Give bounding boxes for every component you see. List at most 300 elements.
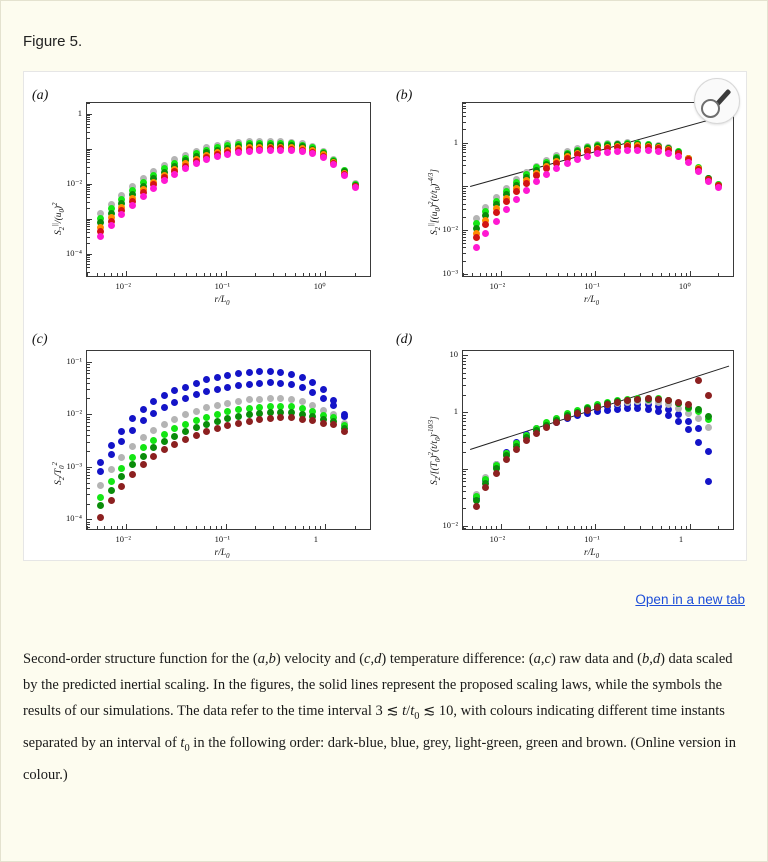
data-point — [108, 497, 115, 504]
data-point — [182, 165, 189, 172]
x-tick — [480, 273, 481, 276]
x-tick — [472, 273, 473, 276]
x-tick — [126, 271, 127, 276]
data-point — [705, 478, 712, 485]
y-tick — [87, 222, 90, 223]
data-point — [97, 233, 104, 240]
data-point — [203, 388, 210, 395]
y-tick — [87, 370, 90, 371]
x-tick — [669, 273, 670, 276]
x-tick — [104, 526, 105, 529]
data-point — [246, 418, 253, 425]
y-tick — [463, 116, 466, 117]
data-point — [129, 454, 136, 461]
data-point — [277, 395, 284, 402]
y-tick — [463, 103, 466, 104]
data-point — [493, 470, 500, 477]
data-point — [299, 148, 306, 155]
data-point — [118, 428, 125, 435]
x-tick — [87, 273, 88, 276]
data-point — [161, 392, 168, 399]
data-point — [695, 415, 702, 422]
y-tick — [87, 426, 90, 427]
y-tick — [463, 355, 468, 356]
y-tick — [87, 138, 90, 139]
y-tick — [463, 122, 466, 123]
y-tick — [87, 173, 90, 174]
x-tick — [196, 273, 197, 276]
panel-tag-a: (a) — [32, 88, 49, 103]
data-point — [193, 391, 200, 398]
y-tick — [87, 442, 90, 443]
data-point — [118, 211, 125, 218]
data-point — [685, 418, 692, 425]
y-tick — [463, 253, 466, 254]
y-tick-label: 10⁻⁴ — [66, 247, 82, 258]
x-tick — [285, 273, 286, 276]
x-tick — [574, 273, 575, 276]
data-point — [150, 185, 157, 192]
x-tick-label: 10⁰ — [678, 281, 691, 291]
x-tick-label: 10⁻² — [115, 281, 131, 291]
y-tick — [87, 150, 90, 151]
data-point — [97, 459, 104, 466]
y-tick — [463, 149, 466, 150]
x-tick — [558, 526, 559, 529]
x-tick — [675, 273, 676, 276]
data-point — [256, 396, 263, 403]
y-tick-label: 10⁻⁴ — [66, 513, 82, 524]
y-tick-label: 10⁻² — [442, 519, 458, 530]
data-point — [309, 150, 316, 157]
y-tick — [463, 491, 466, 492]
data-point — [594, 150, 601, 157]
x-tick — [186, 526, 187, 529]
data-point — [246, 381, 253, 388]
x-tick — [652, 526, 653, 529]
data-point — [513, 196, 520, 203]
y-tick — [87, 159, 90, 160]
data-point — [341, 428, 348, 435]
y-tick — [463, 528, 466, 529]
figure-caption: Second-order structure function for the (a,b) velocity and (c,d) temperature difference: (a,c) raw data and (b,d) data scaled by the predicted inertial scaling. In the figures, the solid lines represent the proposed scaling laws, while the symbols the results of our simulations. The data refer to the time interval 3 ≲ $t/t_0$ ≲ 10, with colours indicating different time instants separated by an interval of $t_0$ in the following order: dark-blue, blue, grey, light-green, green and brown. (Online version in colour.) — [23, 651, 736, 783]
data-point — [277, 414, 284, 421]
y-tick — [87, 522, 90, 523]
data-point — [523, 180, 530, 187]
data-point — [584, 153, 591, 160]
data-point — [182, 428, 189, 435]
data-point — [140, 461, 147, 468]
open-in-new-tab-link[interactable]: Open in a new tab — [635, 592, 745, 607]
data-point — [118, 438, 125, 445]
y-tick — [463, 173, 466, 174]
data-point — [193, 424, 200, 431]
y-tick — [87, 364, 90, 365]
x-axis-label-a: $r/L_0$ — [214, 295, 230, 307]
data-point — [277, 369, 284, 376]
y-tick-label: 10⁻² — [66, 177, 82, 188]
data-point — [256, 368, 263, 375]
x-tick — [210, 526, 211, 529]
data-point — [224, 151, 231, 158]
data-point — [267, 379, 274, 386]
data-point — [140, 406, 147, 413]
data-point — [161, 431, 168, 438]
x-tick — [718, 526, 719, 529]
data-point — [182, 384, 189, 391]
data-point — [705, 424, 712, 431]
x-tick — [126, 524, 127, 529]
data-point — [564, 414, 571, 421]
y-tick — [463, 395, 466, 396]
data-point — [604, 149, 611, 156]
data-point — [482, 230, 489, 237]
y-tick — [87, 261, 90, 262]
data-point — [214, 153, 221, 160]
x-tick — [295, 526, 296, 529]
data-point — [171, 416, 178, 423]
data-point — [299, 374, 306, 381]
data-point — [161, 177, 168, 184]
data-point — [705, 392, 712, 399]
plot-axes-d — [462, 350, 734, 530]
data-point — [224, 384, 231, 391]
x-tick — [581, 273, 582, 276]
data-point — [624, 147, 631, 154]
y-tick — [463, 481, 466, 482]
data-point — [655, 148, 662, 155]
y-tick — [463, 498, 466, 499]
y-tick — [87, 267, 90, 268]
y-tick — [87, 467, 92, 468]
data-point — [513, 446, 520, 453]
data-point — [574, 410, 581, 417]
data-point — [129, 443, 136, 450]
data-point — [533, 178, 540, 185]
x-tick-label: 1 — [313, 534, 318, 544]
data-point — [267, 395, 274, 402]
y-tick-label: 10⁻² — [442, 224, 458, 234]
x-tick — [174, 526, 175, 529]
x-tick — [624, 526, 625, 529]
data-point — [140, 434, 147, 441]
y-tick — [87, 119, 90, 120]
x-tick — [216, 273, 217, 276]
y-tick — [463, 147, 466, 148]
y-tick — [87, 229, 90, 230]
x-tick — [480, 526, 481, 529]
data-point — [182, 436, 189, 443]
data-point — [140, 444, 147, 451]
data-point — [655, 396, 662, 403]
y-tick — [463, 234, 466, 235]
data-point — [299, 398, 306, 405]
y-tick — [87, 162, 90, 163]
x-tick — [285, 526, 286, 529]
x-tick — [690, 271, 691, 276]
plot-axes-a — [86, 102, 371, 277]
data-point — [140, 193, 147, 200]
y-tick — [87, 272, 90, 273]
y-tick — [87, 483, 90, 484]
y-tick — [87, 414, 92, 415]
data-point — [695, 377, 702, 384]
data-point — [665, 397, 672, 404]
x-tick — [320, 273, 321, 276]
y-tick — [463, 230, 468, 231]
y-tick — [87, 367, 90, 368]
x-tick — [690, 524, 691, 529]
y-tick — [87, 430, 90, 431]
data-point — [97, 482, 104, 489]
x-tick — [156, 273, 157, 276]
x-tick — [221, 273, 222, 276]
x-tick — [174, 273, 175, 276]
x-tick-label: 10⁻¹ — [584, 281, 600, 291]
data-point — [309, 389, 316, 396]
x-axis-label-c: $r/L_0$ — [214, 548, 230, 560]
data-point — [288, 381, 295, 388]
magnify-glass — [701, 99, 720, 118]
data-point — [108, 442, 115, 449]
magnify-icon[interactable] — [694, 78, 740, 124]
y-tick — [463, 232, 466, 233]
data-point — [288, 414, 295, 421]
data-point — [473, 503, 480, 510]
y-tick — [463, 106, 466, 107]
y-tick — [463, 418, 466, 419]
data-point — [330, 161, 337, 168]
x-tick — [273, 526, 274, 529]
y-tick-label: 10⁻³ — [66, 460, 82, 471]
data-point — [256, 147, 263, 154]
y-tick — [87, 469, 90, 470]
y-tick — [87, 389, 90, 390]
x-axis-label-b: $r/L_0$ — [584, 295, 600, 307]
data-point — [288, 371, 295, 378]
data-point — [493, 209, 500, 216]
data-point — [97, 514, 104, 521]
x-tick-label: 10⁻² — [489, 534, 506, 544]
x-tick — [325, 524, 326, 529]
y-tick — [87, 451, 90, 452]
y-tick — [87, 220, 90, 221]
data-point — [277, 380, 284, 387]
data-point — [171, 399, 178, 406]
y-tick-label: 10 — [449, 349, 458, 360]
y-tick — [87, 419, 90, 420]
data-point — [150, 410, 157, 417]
x-tick — [718, 273, 719, 276]
data-point — [203, 421, 210, 428]
data-point — [705, 178, 712, 185]
data-point — [108, 478, 115, 485]
x-tick — [111, 273, 112, 276]
x-tick — [567, 526, 568, 529]
data-point — [675, 153, 682, 160]
y-tick — [463, 209, 466, 210]
y-tick — [87, 243, 90, 244]
data-point — [224, 422, 231, 429]
data-point — [320, 154, 327, 161]
data-point — [482, 221, 489, 228]
y-tick — [87, 187, 90, 188]
y-tick — [87, 117, 90, 118]
data-point — [256, 416, 263, 423]
data-point — [108, 487, 115, 494]
y-tick — [463, 204, 466, 205]
data-point — [288, 147, 295, 154]
x-tick — [97, 273, 98, 276]
x-tick — [216, 526, 217, 529]
x-tick — [661, 526, 662, 529]
data-point — [503, 456, 510, 463]
data-point — [214, 418, 221, 425]
data-point — [97, 494, 104, 501]
y-tick — [463, 186, 468, 187]
y-tick — [463, 160, 466, 161]
x-tick — [303, 273, 304, 276]
x-tick — [681, 526, 682, 529]
y-tick — [87, 184, 92, 185]
x-tick — [196, 526, 197, 529]
data-point — [129, 461, 136, 468]
data-point — [193, 408, 200, 415]
y-tick — [87, 494, 90, 495]
open-in-new-tab-wrap — [1, 591, 745, 609]
y-tick — [87, 154, 90, 155]
data-point — [330, 402, 337, 409]
plot-axes-b — [462, 102, 734, 277]
y-tick-label: 10⁻¹ — [66, 355, 82, 366]
y-tick-label: 10⁻² — [66, 408, 82, 419]
y-tick — [463, 188, 466, 189]
figure-label: Figure 5. — [23, 33, 83, 50]
data-point — [140, 453, 147, 460]
data-point — [108, 451, 115, 458]
data-point — [129, 427, 136, 434]
y-tick — [463, 276, 466, 277]
data-point — [214, 411, 221, 418]
x-tick — [529, 526, 530, 529]
data-point — [171, 425, 178, 432]
data-point — [320, 395, 327, 402]
y-tick — [87, 417, 90, 418]
y-tick — [463, 429, 466, 430]
y-tick — [87, 524, 90, 525]
y-tick — [463, 508, 466, 509]
data-point — [695, 168, 702, 175]
data-point — [685, 159, 692, 166]
data-point — [267, 368, 274, 375]
y-tick — [87, 189, 90, 190]
x-tick — [640, 526, 641, 529]
data-point — [309, 417, 316, 424]
data-point — [171, 441, 178, 448]
data-point — [543, 424, 550, 431]
x-tick — [686, 273, 687, 276]
x-tick — [156, 526, 157, 529]
y-tick — [87, 149, 92, 150]
data-point — [523, 187, 530, 194]
y-tick — [463, 196, 466, 197]
x-tick — [355, 273, 356, 276]
x-tick — [652, 273, 653, 276]
x-tick — [486, 526, 487, 529]
data-point — [193, 160, 200, 167]
data-point — [665, 150, 672, 157]
x-tick — [111, 526, 112, 529]
x-tick — [686, 526, 687, 529]
data-point — [214, 386, 221, 393]
y-tick — [463, 474, 466, 475]
data-point — [140, 417, 147, 424]
y-tick — [87, 226, 90, 227]
y-tick — [463, 237, 466, 238]
y-tick — [463, 112, 466, 113]
y-tick — [463, 145, 466, 146]
y-tick — [87, 103, 90, 104]
plot-axes-c — [86, 350, 371, 530]
y-axis-label-a: $S_2^{||}/(u_0)^2$ — [52, 201, 67, 235]
y-tick — [463, 425, 466, 426]
y-tick — [87, 127, 90, 128]
data-point — [320, 386, 327, 393]
y-tick-label: 1 — [453, 136, 458, 147]
x-tick — [501, 271, 502, 276]
data-point — [118, 454, 125, 461]
data-point — [193, 417, 200, 424]
x-tick — [295, 273, 296, 276]
data-point — [108, 466, 115, 473]
y-tick — [463, 385, 466, 386]
x-tick — [595, 524, 596, 529]
y-tick — [463, 199, 466, 200]
y-tick — [87, 197, 90, 198]
y-tick — [87, 362, 92, 363]
y-tick — [87, 383, 90, 384]
data-point — [246, 148, 253, 155]
y-tick — [463, 261, 466, 262]
y-tick — [87, 208, 90, 209]
data-point — [182, 421, 189, 428]
x-tick — [591, 273, 592, 276]
y-tick — [87, 219, 92, 220]
y-tick — [87, 237, 90, 238]
data-point — [118, 465, 125, 472]
x-tick — [624, 273, 625, 276]
y-axis-label-c: $S_2/T_0^2$ — [52, 462, 67, 485]
y-tick — [463, 469, 468, 470]
data-point — [614, 148, 621, 155]
data-point — [267, 147, 274, 154]
data-point — [675, 418, 682, 425]
y-tick — [463, 165, 466, 166]
x-tick-label: 10⁻¹ — [214, 534, 231, 544]
panel-tag-c: (c) — [32, 332, 48, 347]
data-point — [108, 222, 115, 229]
y-tick — [87, 257, 90, 258]
panel-tag-d: (d) — [396, 332, 413, 347]
x-tick — [122, 273, 123, 276]
x-tick — [681, 273, 682, 276]
data-point — [203, 404, 210, 411]
data-point — [150, 427, 157, 434]
data-point — [553, 165, 560, 172]
data-point — [129, 415, 136, 422]
y-tick — [463, 421, 466, 422]
y-tick — [463, 373, 466, 374]
